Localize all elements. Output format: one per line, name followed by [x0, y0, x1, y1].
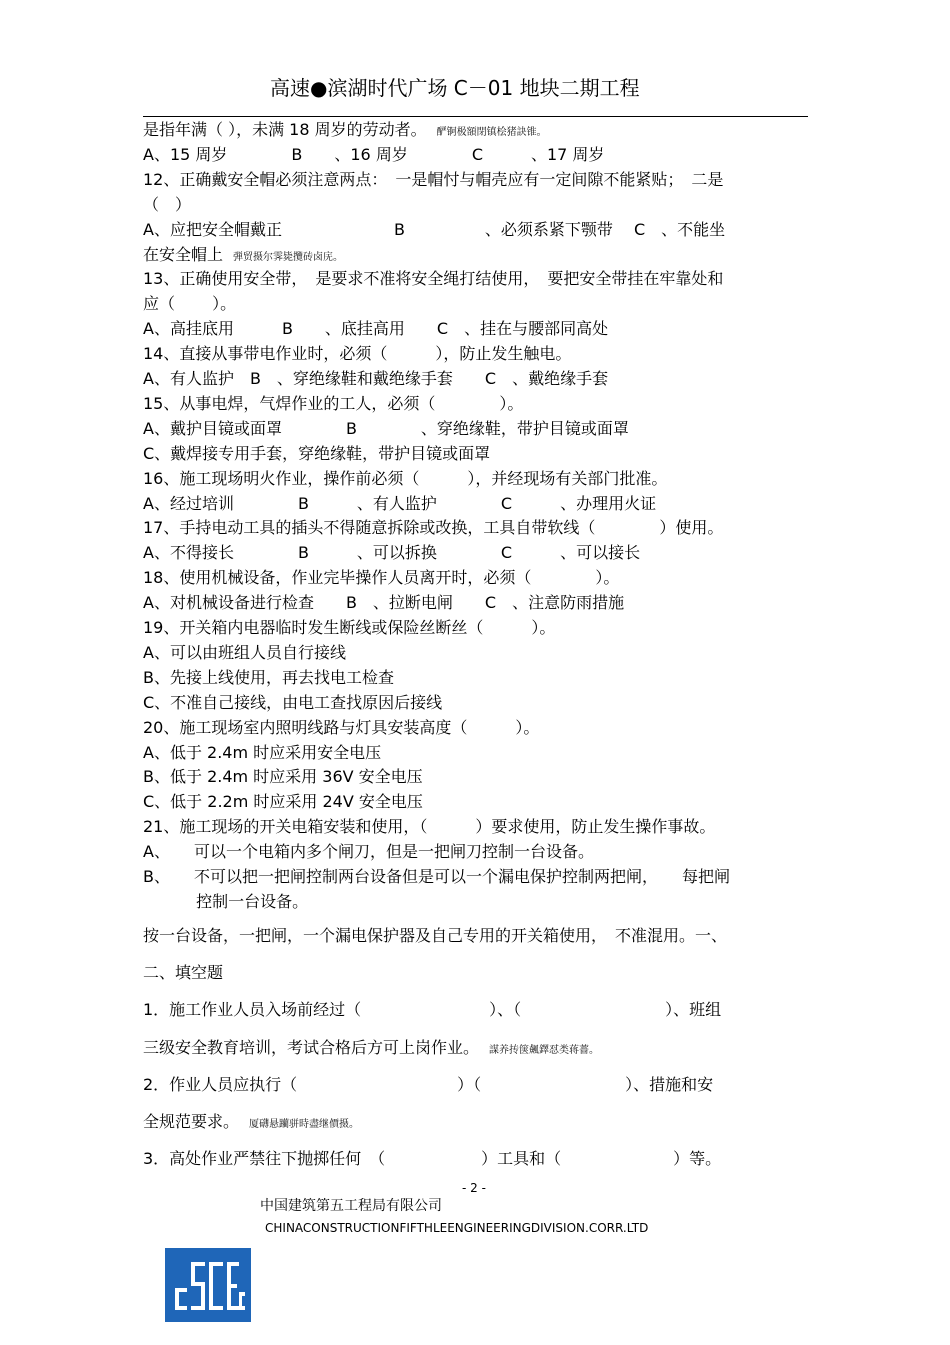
line-text: 2．作业人员应执行（ ）（ ）、措施和安 — [143, 1074, 714, 1094]
question-line — [143, 195, 191, 215]
line-text: A、对机械设备进行检查 B 、拉断电闸 C 、注意防雨措施 — [143, 593, 625, 613]
line-text: 3．高处作业严禁往下抛掷任何 （ ）工具和（ ）等。 — [143, 1149, 722, 1169]
question-line — [143, 618, 555, 638]
line-text: 20、施工现场室内照明线路与灯具安装高度（ ）。 — [143, 717, 540, 737]
page-number: - 2 - — [462, 1181, 486, 1195]
question-line — [143, 543, 640, 563]
line-text: 二、填空题 — [143, 963, 224, 983]
line-text: C、低于 2.2m 时应采用 24V 安全电压 — [143, 792, 423, 812]
question-line — [143, 220, 725, 240]
question-line — [143, 469, 667, 489]
line-text: A、15 周岁 B 、16 周岁 C 、17 周岁 — [143, 144, 605, 164]
question-line — [143, 892, 308, 912]
question-line — [143, 245, 343, 268]
line-text: （ ） — [143, 194, 192, 214]
cscec-logo — [165, 1248, 251, 1322]
line-note: 謀养抟箧飆鐸怼类蒋薔。 — [489, 1044, 600, 1056]
page-header-title: 高速●滨湖时代广场 C－01 地块二期工程 — [270, 76, 640, 100]
line-text: A、低于 2.4m 时应采用安全电压 — [143, 742, 382, 762]
line-text: 1．施工作业人员入场前经过（ ）、（ ）、班组 — [143, 1000, 722, 1020]
question-line — [143, 120, 547, 143]
question-line — [143, 743, 381, 763]
question-line — [143, 817, 715, 837]
fill-in-line — [143, 1075, 713, 1095]
question-line — [143, 494, 656, 514]
line-text: B、低于 2.4m 时应采用 36V 安全电压 — [143, 767, 423, 787]
line-text: 控制一台设备。 — [143, 891, 309, 911]
line-text: 三级安全教育培训，考试合格后方可上岗作业。 — [143, 1037, 480, 1057]
line-text: A、戴护目镜或面罩 B 、穿绝缘鞋，带护目镜或面罩 — [143, 418, 629, 438]
question-line — [143, 344, 571, 364]
line-text: C、戴焊接专用手套，穿绝缘鞋，带护目镜或面罩 — [143, 443, 491, 463]
line-text: 17、手持电动工具的插头不得随意拆除或改换，工具自带软线（ ）使用。 — [143, 518, 724, 538]
question-line — [143, 568, 619, 588]
fill-in-line — [143, 1000, 721, 1020]
fill-in-line — [143, 963, 223, 983]
company-name-cn: 中国建筑第五工程局有限公司 — [260, 1198, 442, 1214]
question-line — [143, 668, 394, 688]
line-note: 弾贸摄尔霁毙攬砖卤庑。 — [233, 251, 344, 263]
line-text: B、先接上线使用，再去找电工检查 — [143, 667, 394, 687]
fill-in-line — [143, 1038, 599, 1061]
question-line — [143, 767, 423, 787]
line-text: A、不得接长 B 、可以拆换 C 、可以接长 — [143, 543, 641, 563]
line-text: 15、从事电焊，气焊作业的工人，必须（ ）。 — [143, 393, 524, 413]
line-text: 是指年满（ ），未满 18 周岁的劳动者。 — [143, 120, 427, 139]
line-text: 12、正确戴安全帽必须注意两点： 一是帽忖与帽壳应有一定间隙不能紧贴； 二是 — [143, 169, 724, 189]
fill-in-line — [143, 926, 727, 946]
line-text: C、不准自己接线，由电工查找原因后接线 — [143, 692, 443, 712]
line-text: 16、施工现场明火作业，操作前必须（ ），并经现场有关部门批准。 — [143, 468, 668, 488]
line-text: A、高挂底用 B 、底挂高用 C 、挂在与腰部同高处 — [143, 319, 609, 339]
question-line — [143, 369, 608, 389]
line-text: 14、直接从事带电作业时，必须（ ），防止发生触电。 — [143, 344, 572, 364]
question-line — [143, 842, 594, 862]
question-line — [143, 419, 629, 439]
question-line — [143, 693, 442, 713]
question-line — [143, 319, 608, 339]
question-line — [143, 718, 539, 738]
line-text: 18、使用机械设备，作业完毕操作人员离开时，必须（ ）。 — [143, 568, 620, 588]
line-text: A、 可以一个电箱内多个闸刀，但是一把闸刀控制一台设备。 — [143, 842, 594, 862]
question-line — [143, 593, 624, 613]
line-text: A、经过培训 B 、有人监护 C 、办理用火证 — [143, 493, 657, 513]
line-text: 21、施工现场的开关电箱安装和使用，（ ）要求使用，防止发生操作事故。 — [143, 817, 716, 837]
question-line — [143, 145, 604, 165]
fill-in-line — [143, 1149, 721, 1169]
line-text: 全规范要求。 — [143, 1112, 240, 1131]
question-line — [143, 394, 523, 414]
line-note: 厦礴悬躪骈時盡继價摄。 — [249, 1119, 360, 1130]
line-text: 在安全帽上 — [143, 244, 224, 264]
header-rule — [143, 116, 808, 117]
question-line — [143, 792, 423, 812]
question-line — [143, 643, 346, 663]
question-line — [143, 518, 723, 538]
line-text: 19、开关箱内电器临时发生断线或保险丝断丝（ ）。 — [143, 618, 556, 637]
question-line — [143, 867, 730, 887]
line-text: A、可以由班组人员自行接线 — [143, 642, 346, 662]
company-name-en: CHINACONSTRUCTIONFIFTHLEENGINEERINGDIVISION.CORR.LTD — [265, 1221, 649, 1235]
line-text: B、 不可以把一把闸控制两台设备但是可以一个漏电保护控制两把闸， 每把闸 — [143, 867, 730, 886]
question-line — [143, 444, 490, 464]
line-text: A、有人监护 B 、穿绝缘鞋和戴绝缘手套 C 、戴绝缘手套 — [143, 369, 609, 388]
question-line — [143, 170, 723, 190]
fill-in-line — [143, 1112, 359, 1135]
line-text: 13、正确使用安全带， 是要求不准将安全绳打结使用， 要把安全带挂在牢靠处和 — [143, 269, 724, 289]
line-text: 按一台设备，一把闸，一个漏电保护器及自己专用的开关箱使用， 不准混用。一、 — [143, 926, 728, 945]
question-line — [143, 294, 236, 314]
line-note: 酽锕极額閉镇桧猪訣锥。 — [436, 127, 547, 138]
line-text: A、应把安全帽戴正 B 、必须系紧下颚带 C 、不能坐 — [143, 219, 726, 239]
line-text: 应（ ）。 — [143, 294, 237, 314]
question-line — [143, 269, 723, 289]
